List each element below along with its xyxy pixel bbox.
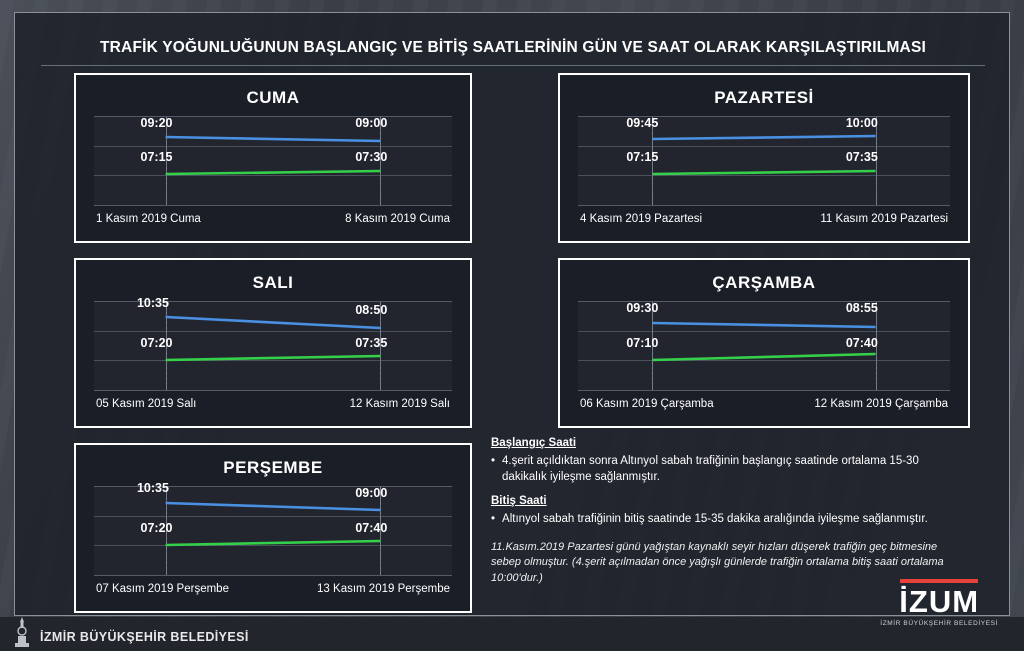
notes-start-heading: Başlangıç Saati bbox=[491, 437, 577, 449]
chart-axis-labels bbox=[96, 583, 450, 595]
notes-end-text: Altınyol sabah trafiğinin bitiş saatinde 15-35 dakika aralığında iyileşme sağlanmıştır. bbox=[502, 513, 928, 526]
title-divider bbox=[41, 65, 985, 66]
chart-title: SALI bbox=[252, 273, 294, 292]
value-label: 07:35 bbox=[845, 150, 878, 164]
notes-block bbox=[491, 437, 961, 587]
value-label: 07:20 bbox=[140, 336, 173, 350]
axis-tick-label: 4 Kasım 2019 Pazartesi bbox=[580, 213, 703, 225]
chart-plot bbox=[578, 116, 950, 206]
bullet-icon: • bbox=[491, 455, 496, 467]
chart-axis-labels bbox=[580, 398, 948, 410]
value-label: 08:50 bbox=[355, 303, 388, 317]
value-label: 10:00 bbox=[845, 116, 878, 130]
logo-accent-bar bbox=[900, 579, 978, 583]
notes-start-text: 4.şerit açıldıktan sonra Altınyol sabah trafiğinin başlangıç saatinde ortalama 15-30 dakikalık iyileşme sağlanmıştır. bbox=[502, 455, 919, 483]
value-label: 09:00 bbox=[355, 486, 388, 500]
axis-tick-label: 11 Kasım 2019 Pazartesi bbox=[820, 213, 948, 225]
chart-axis-labels bbox=[96, 398, 450, 410]
chart-plot bbox=[578, 301, 950, 391]
chart-axis-labels bbox=[580, 213, 948, 225]
value-label: 10:35 bbox=[136, 481, 169, 495]
axis-tick-label: 12 Kasım 2019 Çarşamba bbox=[814, 398, 948, 410]
value-label: 07:10 bbox=[626, 336, 659, 350]
notes-italic: 11.Kasım.2019 Pazartesi günü yağıştan kaynaklı seyir hızları düşerek trafiğin geç bitmesine sebep olmuştur. (4.şerit açılmadan önce yağışlı günlerde trafiğin ortalama bitiş saati ortalama 10:00'dur.) bbox=[491, 540, 944, 585]
value-label: 09:00 bbox=[355, 116, 388, 130]
value-label: 07:15 bbox=[140, 150, 173, 164]
content-panel bbox=[14, 12, 1010, 619]
value-label: 07:30 bbox=[355, 150, 388, 164]
page-title: TRAFİK YOĞUNLUĞUNUN BAŞLANGIÇ VE BİTİŞ SAATLERİNİN GÜN VE SAAT OLARAK KARŞILAŞTIRILMASI bbox=[100, 39, 926, 56]
izum-logo bbox=[880, 579, 998, 627]
value-label: 09:45 bbox=[626, 116, 659, 130]
axis-tick-label: 12 Kasım 2019 Salı bbox=[349, 398, 450, 410]
value-label: 07:20 bbox=[140, 521, 173, 535]
axis-tick-label: 8 Kasım 2019 Cuma bbox=[345, 213, 450, 225]
chart-plot bbox=[94, 296, 452, 391]
value-label: 07:35 bbox=[355, 336, 388, 350]
axis-tick-label: 06 Kasım 2019 Çarşamba bbox=[580, 398, 714, 410]
value-label: 07:40 bbox=[845, 336, 878, 350]
chart-plot bbox=[94, 481, 452, 576]
value-label: 10:35 bbox=[136, 296, 169, 310]
logo-subtitle: İZMİR BÜYÜKŞEHİR BELEDİYESİ bbox=[880, 620, 998, 627]
clock-tower-icon bbox=[10, 617, 34, 647]
notes-start-bullet bbox=[491, 454, 961, 485]
chart-title: CUMA bbox=[246, 88, 300, 107]
bullet-icon: • bbox=[491, 513, 496, 526]
chart-card-sali bbox=[74, 258, 472, 428]
chart-axis-labels bbox=[96, 213, 450, 225]
chart-title: PERŞEMBE bbox=[223, 458, 323, 477]
axis-tick-label: 13 Kasım 2019 Perşembe bbox=[317, 583, 450, 595]
chart-card-pazartesi bbox=[558, 73, 970, 243]
chart-card-carsamba bbox=[558, 258, 970, 428]
chart-card-persembe bbox=[74, 443, 472, 613]
axis-tick-label: 1 Kasım 2019 Cuma bbox=[96, 213, 201, 225]
logo-wordmark: İZUM bbox=[899, 584, 980, 619]
municipality-label: İZMİR BÜYÜKŞEHİR BELEDİYESİ bbox=[40, 630, 249, 644]
axis-tick-label: 07 Kasım 2019 Perşembe bbox=[96, 583, 229, 595]
value-label: 07:40 bbox=[355, 521, 388, 535]
value-label: 09:20 bbox=[140, 116, 173, 130]
value-label: 09:30 bbox=[626, 301, 659, 315]
chart-plot bbox=[94, 116, 452, 206]
chart-card-cuma bbox=[74, 73, 472, 243]
chart-title: PAZARTESİ bbox=[714, 88, 814, 107]
value-label: 08:55 bbox=[845, 301, 878, 315]
notes-end-heading: Bitiş Saati bbox=[491, 495, 547, 508]
value-label: 07:15 bbox=[626, 150, 659, 164]
axis-tick-label: 05 Kasım 2019 Salı bbox=[96, 398, 197, 410]
notes-end-bullet bbox=[491, 512, 961, 528]
chart-title: ÇARŞAMBA bbox=[712, 273, 816, 292]
